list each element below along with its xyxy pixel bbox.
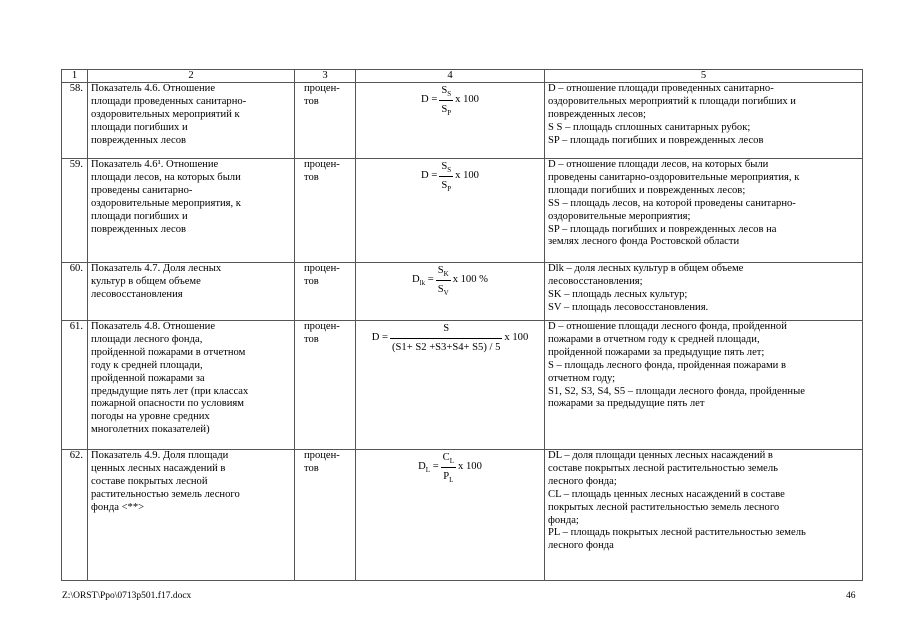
formula-rhs: x 100 — [455, 94, 479, 106]
description-line: PL – площадь покрытых лесной растительностью земель — [548, 527, 806, 539]
formula-denominator: $S_V$ — [437, 283, 449, 298]
description-line: DL – доля площади ценных лесных насаждений в — [548, 450, 773, 461]
description-line: площади погибших и поврежденных лесов; — [548, 184, 746, 196]
fraction-bar — [436, 280, 451, 281]
row-number: 58. — [62, 83, 88, 159]
unit — [295, 263, 356, 321]
table-row — [62, 450, 863, 581]
formula-numerator-subscript: S — [447, 166, 452, 175]
indicator-description — [545, 159, 863, 263]
formula-numerator-subscript: L — [449, 457, 455, 466]
table-row — [62, 263, 863, 321]
description-line: D – отношение площади лесного фонда, пройденной — [548, 321, 787, 332]
description-line: SV – площадь лесовосстановления. — [548, 301, 709, 313]
indicator-name-line: погоды на уровне средних — [91, 411, 210, 423]
description-line: проведены санитарно-оздоровительные мероприятия, к — [548, 171, 800, 183]
indicator-name-line: площади лесного фонда, — [91, 333, 203, 345]
indicator-name-line: пожарной опасности по условиям — [91, 398, 244, 410]
description-line: землях лесного фонда Ростовской области — [548, 236, 740, 248]
indicator-name — [88, 321, 295, 450]
formula-rhs: x 100 — [504, 332, 529, 344]
indicator-name-line: фонда <**> — [91, 501, 145, 513]
formula-denominator: $S_P$ — [441, 179, 452, 194]
fraction-bar — [439, 100, 453, 101]
formula — [356, 159, 545, 263]
description-line: D – отношение площади проведенных санитарно- — [548, 83, 774, 94]
unit — [295, 159, 356, 263]
description-line: S1, S2, S3, S4, S5 – площади лесного фонда, пройденные — [548, 385, 805, 397]
indicator-name-line: Показатель 4.9. Доля площади — [91, 450, 229, 461]
indicator-name-line: площади лесов, на которых были — [91, 171, 241, 183]
formula-fraction — [439, 161, 453, 193]
indicator-description — [545, 83, 863, 159]
indicator-name-line: площади проведенных санитарно- — [91, 95, 247, 107]
indicator-name-line: году к средней площади, — [91, 359, 203, 371]
col-header-3: 3 — [295, 70, 356, 83]
indicator-name-line: площади погибших и — [91, 210, 188, 222]
formula-fraction — [436, 265, 451, 297]
formula-lhs: D = — [421, 170, 438, 182]
indicator-name-line: пройденной пожарами в отчетном — [91, 346, 246, 358]
formula-lhs: D = — [371, 332, 389, 344]
formula — [356, 450, 545, 581]
unit-line: тов — [304, 171, 319, 183]
indicator-name-line: Показатель 4.7. Доля лесных — [91, 263, 222, 274]
unit-line: процен- — [304, 83, 340, 94]
indicator-name — [88, 83, 295, 159]
description-line: лесного фонда — [548, 540, 614, 552]
unit-line: процен- — [304, 159, 340, 170]
formula-lhs-subscript: L — [425, 466, 431, 475]
formula-fraction — [439, 85, 453, 117]
description-line: лесовосстановления; — [548, 275, 643, 287]
indicator-description — [545, 321, 863, 450]
formula-fraction — [390, 323, 502, 355]
unit-line: процен- — [304, 321, 340, 332]
formula-fraction — [441, 452, 456, 484]
formula-denominator: $P_L$ — [443, 470, 454, 485]
indicator-name — [88, 263, 295, 321]
unit — [295, 450, 356, 581]
formula-numerator: $S_K$ — [437, 265, 449, 279]
formula-numerator-subscript: K — [443, 270, 449, 279]
indicator-name-line: составе покрытых лесной — [91, 475, 208, 487]
description-line: SK – площадь лесных культур; — [548, 288, 688, 300]
unit-line: процен- — [304, 263, 340, 274]
indicator-name — [88, 159, 295, 263]
formula-lhs: $D_L$ = — [418, 461, 439, 475]
description-line: пожарами за предыдущие пять лет — [548, 398, 705, 410]
formula-numerator-subscript: S — [447, 90, 452, 99]
formula-rhs: x 100 — [455, 170, 479, 182]
formula-expression — [356, 85, 544, 117]
formula-denominator-subscript: L — [449, 476, 454, 485]
formula-lhs-subscript: lk — [419, 279, 426, 288]
row-number: 61. — [62, 321, 88, 450]
unit-line: тов — [304, 275, 319, 287]
indicator-name-line: поврежденных лесов — [91, 223, 187, 235]
formula-expression — [356, 265, 544, 297]
col-header-1: 1 — [62, 70, 88, 83]
header-row — [62, 70, 863, 83]
indicator-name-line: поврежденных лесов — [91, 134, 187, 146]
indicator-name-line: растительностью земель лесного — [91, 488, 240, 500]
formula-denominator: $S_P$ — [441, 103, 452, 118]
indicator-name-line: ценных лесных насаждений в — [91, 462, 226, 474]
description-line: пожарами в отчетном году к средней площади, — [548, 333, 760, 345]
col-header-4: 4 — [356, 70, 545, 83]
formula-denominator-subscript: P — [447, 109, 452, 118]
formula-numerator: $S_S$ — [441, 85, 452, 99]
description-line: S – площадь лесного фонда, пройденная пожарами в — [548, 359, 786, 371]
formula — [356, 83, 545, 159]
formula-denominator-subscript: V — [443, 289, 449, 298]
fraction-bar — [439, 176, 453, 177]
description-line: Dlk – доля лесных культур в общем объеме — [548, 263, 744, 274]
unit-line: тов — [304, 462, 319, 474]
indicator-name-line: лесовосстановления — [91, 288, 183, 300]
indicator-name — [88, 450, 295, 581]
description-line: SS – площадь лесов, на которой проведены санитарно- — [548, 197, 796, 209]
table-row — [62, 159, 863, 263]
fraction-bar — [441, 467, 456, 468]
formula-rhs: x 100 — [458, 461, 482, 473]
page-number: 46 — [846, 591, 856, 601]
formula-lhs: D = — [421, 94, 438, 106]
indicator-description — [545, 263, 863, 321]
description-line: лесного фонда; — [548, 475, 617, 487]
indicator-name-line: культур в общем объеме — [91, 275, 201, 287]
table-row — [62, 321, 863, 450]
description-line: оздоровительных мероприятий к площади погибших и — [548, 95, 796, 107]
description-line: SP – площадь погибших и поврежденных лесов — [548, 134, 764, 146]
formula — [356, 321, 545, 450]
description-line: CL – площадь ценных лесных насаждений в составе — [548, 488, 785, 500]
indicator-name-line: оздоровительных мероприятий к — [91, 108, 240, 120]
unit-line: процен- — [304, 450, 340, 461]
description-line: D – отношение площади лесов, на которых были — [548, 159, 769, 170]
description-line: отчетном году; — [548, 372, 616, 384]
indicator-name-line: многолетних показателей) — [91, 424, 210, 436]
row-number: 62. — [62, 450, 88, 581]
formula-expression — [356, 452, 544, 484]
footer-file-path: Z:\ORST\Ppo\0713p501.f17.docx — [62, 591, 192, 601]
formula-lhs: $D_{lk}$ = — [411, 274, 434, 288]
col-header-5: 5 — [545, 70, 863, 83]
indicator-description — [545, 450, 863, 581]
formula-numerator: $C_L$ — [442, 452, 455, 466]
formula-denominator: (S1+ S2 +S3+S4+ S5) / 5 — [392, 341, 501, 353]
unit — [295, 321, 356, 450]
indicator-name-line: пройденной пожарами за — [91, 372, 205, 384]
formula — [356, 263, 545, 321]
indicator-name-line: проведены санитарно- — [91, 184, 193, 196]
indicators-table — [61, 69, 863, 581]
col-header-2: 2 — [88, 70, 295, 83]
formula-denominator-subscript: P — [447, 185, 452, 194]
description-line: поврежденных лесов; — [548, 108, 646, 120]
formula-rhs: x 100 % — [452, 274, 488, 286]
description-line: SP – площадь погибших и поврежденных лесов на — [548, 223, 777, 235]
formula-numerator: $S_S$ — [441, 161, 452, 175]
formula-numerator: S — [443, 323, 450, 334]
formula-expression — [356, 161, 544, 193]
description-line: фонда; — [548, 514, 579, 526]
indicator-name-line: площади погибших и — [91, 121, 188, 133]
indicator-name-line: оздоровительные мероприятия, к — [91, 197, 241, 209]
unit-line: тов — [304, 95, 319, 107]
indicator-name-line: Показатель 4.6¹. Отношение — [91, 159, 219, 170]
description-line: S S – площадь сплошных санитарных рубок; — [548, 121, 751, 133]
indicator-name-line: предыдущие пять лет (при классах — [91, 385, 249, 397]
table-row — [62, 83, 863, 159]
row-number: 60. — [62, 263, 88, 321]
indicator-name-line: Показатель 4.6. Отношение — [91, 83, 216, 94]
formula-expression — [356, 323, 544, 355]
unit-line: тов — [304, 333, 319, 345]
unit — [295, 83, 356, 159]
description-line: составе покрытых лесной растительностью земель — [548, 462, 778, 474]
fraction-bar — [390, 338, 502, 339]
indicator-name-line: Показатель 4.8. Отношение — [91, 321, 216, 332]
row-number: 59. — [62, 159, 88, 263]
description-line: покрытых лесной растительностью земель лесного — [548, 501, 780, 513]
description-line: пройденной пожарами за предыдущие пять лет; — [548, 346, 765, 358]
description-line: оздоровительные мероприятия; — [548, 210, 691, 222]
